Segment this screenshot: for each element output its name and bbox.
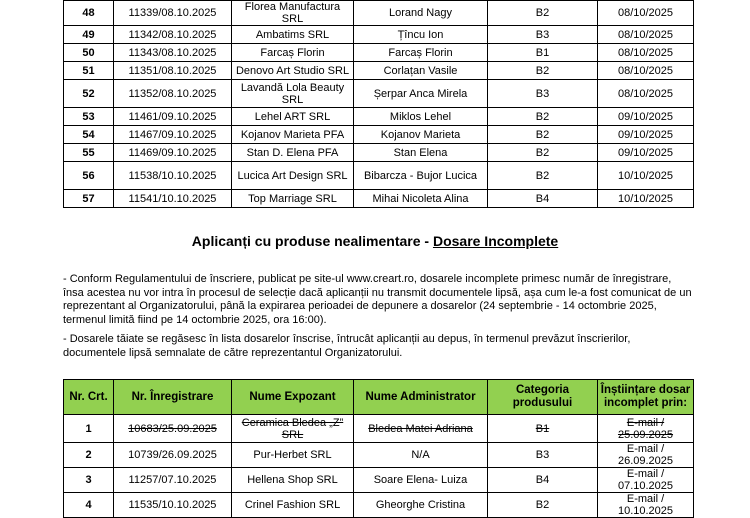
exhibitor-name: Ceramica Bledea „Z” SRL: [232, 415, 354, 443]
registration-number: 11461/09.10.2025: [114, 108, 232, 126]
header-row: [64, 380, 694, 415]
incomplete-files-header: [64, 380, 694, 415]
registration-number: 11535/10.10.2025: [114, 493, 232, 518]
exhibitor-name: Lavandă Lola Beauty SRL: [232, 80, 354, 108]
registration-number: 10739/26.09.2025: [114, 443, 232, 468]
exhibitor-name: Lehel ART SRL: [232, 108, 354, 126]
incomplete-files-body: [64, 415, 694, 518]
row-number: 49: [64, 26, 114, 44]
registration-number: 11541/10.10.2025: [114, 190, 232, 208]
row-number: 50: [64, 44, 114, 62]
row-number: 54: [64, 126, 114, 144]
administrator-name: Mihai Nicoleta Alina: [354, 190, 488, 208]
row-number: 51: [64, 62, 114, 80]
exhibitor-name: Top Marriage SRL: [232, 190, 354, 208]
struck-files-note: - Dosarele tăiate se regăsesc în lista dosarelor înscrise, întrucât aplicanții au depus, în termenul prevăzut înscrierilor, documentele lipsă semnalate de către reprezentantul Organizatorului.: [63, 333, 631, 359]
administrator-name: Stan Elena: [354, 144, 488, 162]
registration-number: 11467/09.10.2025: [114, 126, 232, 144]
product-category: B4: [488, 190, 598, 208]
product-category: B3: [488, 26, 598, 44]
registration-number: 11538/10.10.2025: [114, 162, 232, 190]
administrator-name: Țîncu Ion: [354, 26, 488, 44]
table-row: [64, 493, 694, 518]
registration-number: 11351/08.10.2025: [114, 62, 232, 80]
product-category: B2: [488, 162, 598, 190]
column-header-registration: Nr. Înregistrare: [114, 380, 232, 415]
product-category: B2: [488, 1, 598, 26]
table-row: [64, 26, 694, 44]
column-header-category: Categoria produsului: [488, 380, 598, 415]
product-category: B3: [488, 443, 598, 468]
registration-number: 10683/25.09.2025: [114, 415, 232, 443]
product-category: B1: [488, 415, 598, 443]
registration-date: 10/10/2025: [598, 190, 694, 208]
administrator-name: Farcaș Florin: [354, 44, 488, 62]
registration-date: 08/10/2025: [598, 44, 694, 62]
notification-method: E-mail / 25.09.2025: [598, 415, 694, 443]
section-title-underlined: Dosare Incomplete: [432, 233, 559, 249]
exhibitor-name: Kojanov Marieta PFA: [232, 126, 354, 144]
row-number: 52: [64, 80, 114, 108]
table-row: [64, 190, 694, 208]
registration-date: 10/10/2025: [598, 162, 694, 190]
exhibitor-name: Farcaș Florin: [232, 44, 354, 62]
table-row: [64, 44, 694, 62]
exhibitor-name: Denovo Art Studio SRL: [232, 62, 354, 80]
registration-date: 09/10/2025: [598, 108, 694, 126]
table-row: [64, 1, 694, 26]
row-number: 48: [64, 1, 114, 26]
table-row: [64, 80, 694, 108]
table-row: [64, 443, 694, 468]
product-category: B1: [488, 44, 598, 62]
registration-date: 08/10/2025: [598, 26, 694, 44]
section-title: [0, 233, 750, 249]
table-row: [64, 62, 694, 80]
product-category: B2: [488, 126, 598, 144]
product-category: B4: [488, 468, 598, 493]
column-header-administrator: Nume Administrator: [354, 380, 488, 415]
table-row: [64, 415, 694, 443]
administrator-name: Șerpar Anca Mirela: [354, 80, 488, 108]
exhibitor-name: Ambatims SRL: [232, 26, 354, 44]
section-title-prefix: Aplicanți cu produse nealimentare -: [191, 233, 433, 249]
row-number: 2: [64, 443, 114, 468]
exhibitor-name: Crinel Fashion SRL: [232, 493, 354, 518]
row-number: 56: [64, 162, 114, 190]
row-number: 4: [64, 493, 114, 518]
table-row: [64, 126, 694, 144]
table-row: [64, 468, 694, 493]
registration-number: 11469/09.10.2025: [114, 144, 232, 162]
registered-applicants-table: [63, 0, 694, 208]
registration-number: 11339/08.10.2025: [114, 1, 232, 26]
registration-number: 11342/08.10.2025: [114, 26, 232, 44]
exhibitor-name: Hellena Shop SRL: [232, 468, 354, 493]
product-category: B2: [488, 144, 598, 162]
registration-date: 08/10/2025: [598, 62, 694, 80]
column-header-nr: Nr. Crt.: [64, 380, 114, 415]
registration-number: 11257/07.10.2025: [114, 468, 232, 493]
registration-date: 08/10/2025: [598, 80, 694, 108]
row-number: 53: [64, 108, 114, 126]
product-category: B2: [488, 493, 598, 518]
administrator-name: Soare Elena- Luiza: [354, 468, 488, 493]
notification-method: E-mail / 26.09.2025: [598, 443, 694, 468]
administrator-name: Kojanov Marieta: [354, 126, 488, 144]
product-category: B2: [488, 62, 598, 80]
exhibitor-name: Lucica Art Design SRL: [232, 162, 354, 190]
table-row: [64, 162, 694, 190]
registration-number: 11343/08.10.2025: [114, 44, 232, 62]
product-category: B3: [488, 80, 598, 108]
registration-date: 08/10/2025: [598, 1, 694, 26]
registration-number: 11352/08.10.2025: [114, 80, 232, 108]
row-number: 3: [64, 468, 114, 493]
row-number: 55: [64, 144, 114, 162]
table-row: [64, 108, 694, 126]
registration-date: 09/10/2025: [598, 144, 694, 162]
row-number: 57: [64, 190, 114, 208]
product-category: B2: [488, 108, 598, 126]
administrator-name: Corlațan Vasile: [354, 62, 488, 80]
column-header-exhibitor: Nume Expozant: [232, 380, 354, 415]
column-header-notification: Înștiințare dosar incomplet prin:: [598, 380, 694, 415]
registration-date: 09/10/2025: [598, 126, 694, 144]
row-number: 1: [64, 415, 114, 443]
registered-applicants-body: [64, 1, 694, 208]
administrator-name: Bledea Matei Adriana: [354, 415, 488, 443]
administrator-name: Miklos Lehel: [354, 108, 488, 126]
rules-paragraph: - Conform Regulamentului de înscriere, publicat pe site-ul www.creart.ro, dosarele incomplete primesc număr de înregistrare, însa acestea nu vor intra în procesul de selecție dacă aplicanții nu transmit documentele lipsă, așa cum le-a fost comunicat de un reprezentant al Organizatorului, până la expirarea perioadei de depunere a dosarelor (24 septembrie - 14 octombrie 2025, termenul limită fiind pe 14 octombrie 2025, ora 16:00).: [63, 273, 692, 326]
table-row: [64, 144, 694, 162]
notification-method: E-mail / 07.10.2025: [598, 468, 694, 493]
administrator-name: Lorand Nagy: [354, 1, 488, 26]
exhibitor-name: Pur-Herbet SRL: [232, 443, 354, 468]
administrator-name: N/A: [354, 443, 488, 468]
exhibitor-name: Stan D. Elena PFA: [232, 144, 354, 162]
administrator-name: Gheorghe Cristina: [354, 493, 488, 518]
exhibitor-name: Florea Manufactura SRL: [232, 1, 354, 26]
incomplete-files-table: [63, 379, 694, 518]
administrator-name: Bibarcza - Bujor Lucica: [354, 162, 488, 190]
notification-method: E-mail / 10.10.2025: [598, 493, 694, 518]
